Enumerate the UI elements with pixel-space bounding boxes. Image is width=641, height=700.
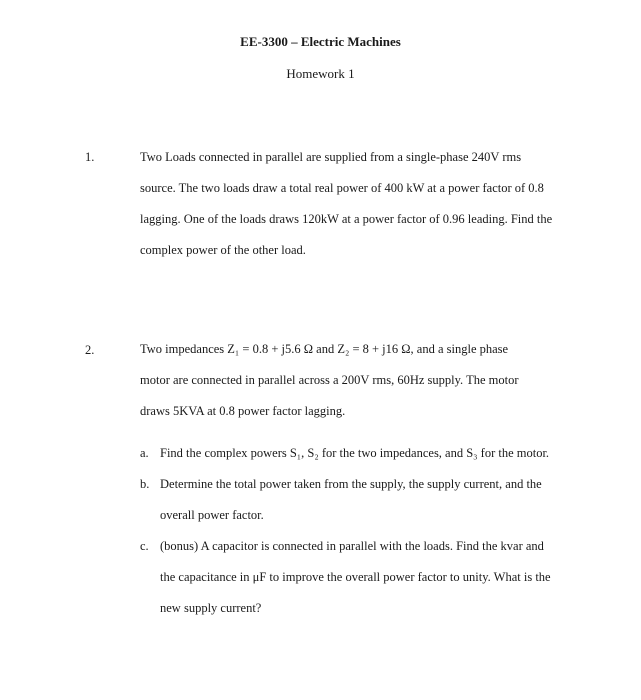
- homework-subtitle: Homework 1: [286, 66, 355, 81]
- question-2-number: 2.: [85, 343, 95, 357]
- question-1-text: [140, 142, 590, 266]
- course-title: EE-3300 – Electric Machines: [240, 34, 401, 49]
- part-c-line: new supply current?: [160, 601, 262, 615]
- part-c-line: the capacitance in μF to improve the overall power factor to unity. What is the: [160, 570, 551, 584]
- part-b-marker: b.: [140, 477, 150, 491]
- question-1-line: complex power of the other load.: [140, 243, 306, 257]
- part-a-line: Find the complex powers S₁, S₂ for the two impedances, and S₃ for the motor.: [160, 446, 550, 460]
- question-2-text: [140, 334, 590, 427]
- question-2-line: motor are connected in parallel across a 200V rms, 60Hz supply. The motor: [140, 373, 519, 387]
- question-1-line: Two Loads connected in parallel are supplied from a single-phase 240V rms: [140, 150, 522, 164]
- part-a-marker: a.: [140, 446, 149, 460]
- part-c-line: (bonus) A capacitor is connected in parallel with the loads. Find the kvar and: [160, 539, 544, 553]
- question-1-number: 1.: [85, 150, 95, 164]
- question-1-line: lagging. One of the loads draws 120kW at a power factor of 0.96 leading. Find the: [140, 212, 553, 226]
- question-2-part-b: [140, 469, 600, 531]
- question-2-line: Two impedances Z₁ = 0.8 + j5.6 Ω and Z₂ = 8 + j16 Ω, and a single phase: [140, 342, 509, 356]
- part-b-line: overall power factor.: [160, 508, 264, 522]
- part-c-marker: c.: [140, 539, 149, 553]
- part-b-line: Determine the total power taken from the supply, the supply current, and the: [160, 477, 542, 491]
- question-2-part-a: [140, 438, 600, 469]
- question-1-line: source. The two loads draw a total real power of 400 kW at a power factor of 0.8: [140, 181, 544, 195]
- question-2-line: draws 5KVA at 0.8 power factor lagging.: [140, 404, 346, 418]
- question-2-part-c: [140, 531, 600, 624]
